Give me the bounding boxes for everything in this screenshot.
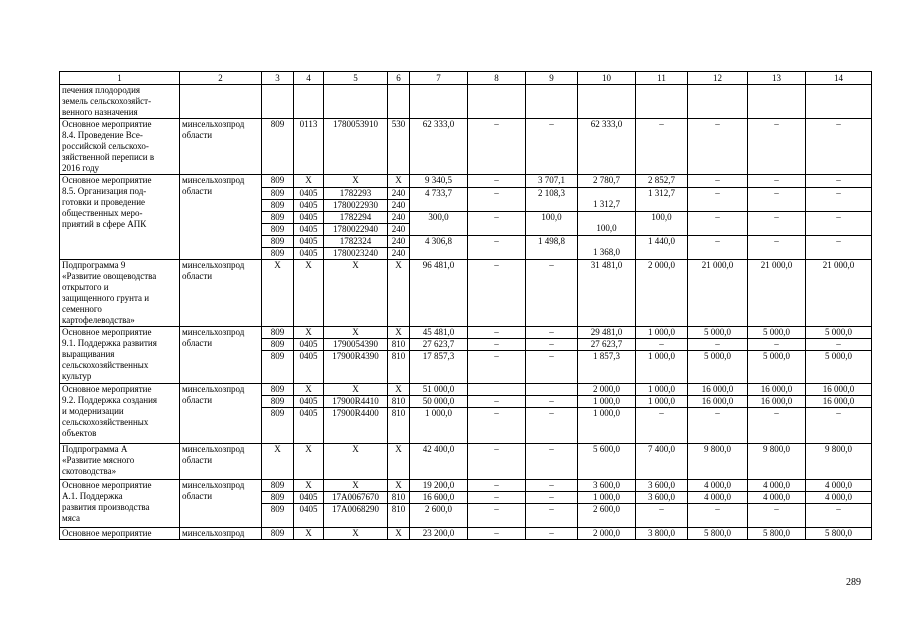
table-cell: 1 000,0	[636, 384, 688, 396]
table-cell: 16 000,0	[806, 396, 872, 408]
table-cell: 0113	[294, 119, 324, 175]
executor-cell: минсельхозпрод области	[180, 327, 262, 384]
table-cell: –	[806, 339, 872, 351]
table-cell: Х	[324, 175, 388, 188]
table-cell: 809	[262, 384, 294, 396]
table-cell: –	[806, 119, 872, 175]
table-cell: 19 200,0	[410, 480, 468, 492]
table-cell: 1782294	[324, 212, 388, 224]
table-cell: 9 340,5	[410, 175, 468, 188]
table-cell: 16 000,0	[688, 396, 748, 408]
column-header: 13	[748, 72, 806, 85]
table-cell: 4 000,0	[748, 480, 806, 492]
table-cell: –	[806, 188, 872, 212]
table-cell: 1 000,0	[578, 396, 636, 408]
table-cell: 1 368,0	[578, 236, 636, 260]
table-cell: Х	[262, 260, 294, 327]
table-cell: 1 498,8	[526, 236, 578, 260]
table-cell: –	[806, 175, 872, 188]
table-cell: 100,0	[578, 212, 636, 236]
table-cell: 809	[262, 339, 294, 351]
table-cell: 1780053910	[324, 119, 388, 175]
table-cell: –	[468, 351, 526, 384]
table-cell: Х	[324, 480, 388, 492]
table-cell: –	[468, 339, 526, 351]
executor-cell: минсельхозпрод области	[180, 384, 262, 444]
table-cell: Х	[388, 384, 410, 396]
table-row	[60, 119, 872, 175]
table-cell: –	[688, 339, 748, 351]
table-cell: –	[748, 188, 806, 212]
column-header: 4	[294, 72, 324, 85]
table-cell: –	[526, 260, 578, 327]
table-cell: 16 600,0	[410, 492, 468, 504]
table-cell: 9 800,0	[806, 444, 872, 480]
table-cell: 4 000,0	[688, 492, 748, 504]
executor-cell: минсельхозпрод	[180, 528, 262, 540]
table-cell: –	[748, 212, 806, 236]
table-cell: 0405	[294, 236, 324, 248]
table-cell: 1782324	[324, 236, 388, 248]
table-cell: –	[526, 339, 578, 351]
table-cell: –	[526, 119, 578, 175]
table-cell: –	[636, 408, 688, 444]
table-cell: –	[688, 236, 748, 260]
table-cell: –	[468, 504, 526, 528]
column-header: 9	[526, 72, 578, 85]
table-cell: –	[468, 444, 526, 480]
table-cell: –	[688, 408, 748, 444]
table-cell: –	[526, 444, 578, 480]
table-cell: 23 200,0	[410, 528, 468, 540]
table-cell: 51 000,0	[410, 384, 468, 396]
table-cell: 809	[262, 212, 294, 224]
table-cell: 240	[388, 248, 410, 260]
table-cell: 809	[262, 119, 294, 175]
table-cell: 0405	[294, 396, 324, 408]
table-cell: 2 600,0	[578, 504, 636, 528]
table-cell: 62 333,0	[410, 119, 468, 175]
table-cell: 809	[262, 528, 294, 540]
column-header: 5	[324, 72, 388, 85]
table-cell: 810	[388, 408, 410, 444]
table-cell: 1790054390	[324, 339, 388, 351]
table-cell: 42 400,0	[410, 444, 468, 480]
table-cell: Х	[324, 384, 388, 396]
column-header: 1	[60, 72, 180, 85]
table-cell: 5 000,0	[688, 351, 748, 384]
table-cell: 27 623,7	[410, 339, 468, 351]
table-cell: 1 000,0	[636, 351, 688, 384]
table-cell: Х	[294, 175, 324, 188]
table-cell: 5 000,0	[688, 327, 748, 339]
table-cell: –	[748, 175, 806, 188]
table-cell: 0405	[294, 408, 324, 444]
table-cell: 240	[388, 188, 410, 200]
table-cell: Х	[388, 260, 410, 327]
table-cell: 300,0	[410, 212, 468, 236]
table-cell: Х	[388, 528, 410, 540]
table-cell: 5 000,0	[748, 327, 806, 339]
table-cell: –	[468, 236, 526, 260]
table-cell: –	[526, 504, 578, 528]
table-cell: Х	[324, 327, 388, 339]
table-cell: 16 000,0	[806, 384, 872, 396]
table-cell: 1 000,0	[410, 408, 468, 444]
header-row	[60, 72, 872, 85]
table-cell: Х	[324, 260, 388, 327]
table-cell: 1 000,0	[636, 396, 688, 408]
table-cell: 17900R4400	[324, 408, 388, 444]
table-cell: Х	[324, 528, 388, 540]
table-cell: –	[526, 480, 578, 492]
table-cell: 2 000,0	[578, 384, 636, 396]
table-cell: 5 000,0	[748, 351, 806, 384]
table-cell: 0405	[294, 339, 324, 351]
table-cell: –	[806, 236, 872, 260]
table-cell: Х	[262, 444, 294, 480]
table-cell: 0405	[294, 188, 324, 200]
table-cell: 809	[262, 408, 294, 444]
table-cell: 100,0	[636, 212, 688, 236]
table-cell: 810	[388, 396, 410, 408]
table-cell: –	[748, 408, 806, 444]
table-cell: Х	[294, 384, 324, 396]
table-cell: –	[468, 212, 526, 236]
table-cell: –	[688, 504, 748, 528]
table-cell: 17А0067670	[324, 492, 388, 504]
column-header: 12	[688, 72, 748, 85]
table-cell: 809	[262, 248, 294, 260]
table-cell: Х	[294, 327, 324, 339]
table-cell: 1 312,7	[578, 188, 636, 212]
table-cell: 0405	[294, 504, 324, 528]
table-cell: 3 707,1	[526, 175, 578, 188]
table-cell: 2 000,0	[636, 260, 688, 327]
table-cell: 5 600,0	[578, 444, 636, 480]
row-name-cell: Подпрограмма А «Развитие мясного скотоводства»	[60, 444, 180, 480]
table-cell: –	[636, 504, 688, 528]
table-cell: 27 623,7	[578, 339, 636, 351]
table-cell: 62 333,0	[578, 119, 636, 175]
table-cell: –	[526, 528, 578, 540]
table-cell: –	[526, 327, 578, 339]
table-cell: 45 481,0	[410, 327, 468, 339]
row-name-cell: печения плодородия земель сельскохозяйст- венного назначения	[60, 85, 180, 119]
table-cell: 5 800,0	[806, 528, 872, 540]
table-cell: –	[468, 396, 526, 408]
row-name-cell: Основное мероприятие 8.4. Проведение Все- российской сельскохо- зяйственной переписи в 2016 году	[60, 119, 180, 175]
table-cell: 3 600,0	[636, 492, 688, 504]
column-header: 2	[180, 72, 262, 85]
table-cell: 240	[388, 200, 410, 212]
table-cell: 2 780,7	[578, 175, 636, 188]
table-cell: –	[468, 492, 526, 504]
table-cell: 5 000,0	[806, 351, 872, 384]
table-row	[60, 444, 872, 480]
table-cell: 1780022930	[324, 200, 388, 212]
table-cell: –	[468, 175, 526, 188]
table-cell: 1 000,0	[636, 327, 688, 339]
table-cell: 1 000,0	[578, 492, 636, 504]
table-cell: Х	[294, 444, 324, 480]
table-cell: –	[806, 504, 872, 528]
table-cell	[526, 384, 578, 396]
table-cell: 17А0068290	[324, 504, 388, 528]
table-cell: 96 481,0	[410, 260, 468, 327]
table-cell: 5 000,0	[806, 327, 872, 339]
row-name-cell: Основное мероприятие 9.2. Поддержка создания и модернизации сельскохозяйственных объектов	[60, 384, 180, 444]
row-name-cell: Основное мероприятие А.1. Поддержка развития производства мяса	[60, 480, 180, 528]
table-cell: –	[468, 119, 526, 175]
row-name-cell: Основное мероприятие 8.5. Организация под- готовки и проведение общественных меро- приятий в сфере АПК	[60, 175, 180, 260]
table-cell: Х	[388, 175, 410, 188]
table-cell: 4 000,0	[688, 480, 748, 492]
table-cell: 21 000,0	[806, 260, 872, 327]
table-cell: –	[688, 175, 748, 188]
table-row	[60, 327, 872, 339]
column-header: 7	[410, 72, 468, 85]
table-cell: –	[468, 260, 526, 327]
table-cell: 809	[262, 175, 294, 188]
table-cell: 17900R4410	[324, 396, 388, 408]
table-cell: 4 000,0	[806, 492, 872, 504]
table-cell: 4 733,7	[410, 188, 468, 212]
table-cell: 2 600,0	[410, 504, 468, 528]
table-cell: 0405	[294, 224, 324, 236]
table-cell: Х	[388, 444, 410, 480]
table-cell: 9 800,0	[748, 444, 806, 480]
table-cell: 810	[388, 492, 410, 504]
table-cell: 810	[388, 351, 410, 384]
executor-cell: минсельхозпрод области	[180, 444, 262, 480]
page-number: 289	[846, 577, 861, 588]
column-header: 6	[388, 72, 410, 85]
table-cell: 1 312,7	[636, 188, 688, 212]
row-name-cell: Подпрограмма 9 «Развитие овощеводства открытого и защищенного грунта и семенного картофелеводства»	[60, 260, 180, 327]
table-cell: 100,0	[526, 212, 578, 236]
table-cell: 0405	[294, 351, 324, 384]
table-cell: 2 000,0	[578, 528, 636, 540]
table-cell: –	[526, 351, 578, 384]
table-cell: 9 800,0	[688, 444, 748, 480]
table-cell: 0405	[294, 200, 324, 212]
table-cell: –	[468, 188, 526, 212]
row-name-cell: Основное мероприятие	[60, 528, 180, 540]
table-cell: –	[688, 188, 748, 212]
table-row	[60, 85, 872, 119]
table-cell: –	[806, 408, 872, 444]
table-cell: 4 306,8	[410, 236, 468, 260]
table-cell: Х	[388, 327, 410, 339]
table-cell: –	[468, 528, 526, 540]
budget-table	[59, 71, 872, 540]
table-cell: 29 481,0	[578, 327, 636, 339]
table-cell: 3 600,0	[578, 480, 636, 492]
table-cell: –	[526, 408, 578, 444]
table-cell: 810	[388, 504, 410, 528]
table-cell: Х	[294, 480, 324, 492]
table-cell: 16 000,0	[748, 396, 806, 408]
row-name-cell: Основное мероприятие 9.1. Поддержка развития выращивания сельскохозяйственных культур	[60, 327, 180, 384]
table-cell: 21 000,0	[748, 260, 806, 327]
table-cell: 1782293	[324, 188, 388, 200]
table-cell: 809	[262, 188, 294, 200]
table-cell: Х	[294, 260, 324, 327]
table-cell: 809	[262, 504, 294, 528]
table-cell: 240	[388, 212, 410, 224]
table-cell: –	[636, 339, 688, 351]
table-cell: 809	[262, 492, 294, 504]
table-cell: 809	[262, 224, 294, 236]
table-cell: 16 000,0	[748, 384, 806, 396]
table-cell: 16 000,0	[688, 384, 748, 396]
table-cell: 810	[388, 339, 410, 351]
table-cell: 809	[262, 200, 294, 212]
table-cell: 17 857,3	[410, 351, 468, 384]
table-cell: –	[688, 212, 748, 236]
table-row	[60, 175, 872, 188]
table-cell: 809	[262, 327, 294, 339]
table-cell: –	[748, 504, 806, 528]
table-cell: 1 857,3	[578, 351, 636, 384]
table-cell: –	[636, 119, 688, 175]
table-row	[60, 528, 872, 540]
table-cell: –	[748, 119, 806, 175]
table-cell: 809	[262, 396, 294, 408]
table-cell: 1780023240	[324, 248, 388, 260]
table-cell	[468, 384, 526, 396]
table-cell: 5 800,0	[748, 528, 806, 540]
table-cell: 2 852,7	[636, 175, 688, 188]
column-header: 11	[636, 72, 688, 85]
table-cell: 0405	[294, 248, 324, 260]
table-cell: –	[526, 396, 578, 408]
table-cell: –	[806, 212, 872, 236]
executor-cell: минсельхозпрод области	[180, 119, 262, 175]
table-cell: 1 440,0	[636, 236, 688, 260]
table-cell: –	[748, 339, 806, 351]
table-cell: 809	[262, 351, 294, 384]
table-cell: 809	[262, 236, 294, 248]
table-cell: 50 000,0	[410, 396, 468, 408]
table-cell: 0405	[294, 212, 324, 224]
table-cell: 3 600,0	[636, 480, 688, 492]
table-cell: 17900R4390	[324, 351, 388, 384]
table-cell: –	[526, 492, 578, 504]
table-cell: Х	[324, 444, 388, 480]
table-cell: 21 000,0	[688, 260, 748, 327]
table-cell: 31 481,0	[578, 260, 636, 327]
table-cell: –	[748, 236, 806, 260]
table-row	[60, 260, 872, 327]
table-cell: –	[468, 408, 526, 444]
table-cell: 809	[262, 480, 294, 492]
executor-cell: минсельхозпрод области	[180, 175, 262, 260]
executor-cell: минсельхозпрод области	[180, 260, 262, 327]
table-cell: 5 800,0	[688, 528, 748, 540]
table-cell: 2 108,3	[526, 188, 578, 212]
table-cell: 240	[388, 224, 410, 236]
executor-cell: минсельхозпрод области	[180, 480, 262, 528]
table-cell: 0405	[294, 492, 324, 504]
table-cell: –	[468, 327, 526, 339]
column-header: 14	[806, 72, 872, 85]
table-cell: –	[688, 119, 748, 175]
table-cell: Х	[388, 480, 410, 492]
table-cell: 1 000,0	[578, 408, 636, 444]
table-cell: 4 000,0	[806, 480, 872, 492]
table-cell: 240	[388, 236, 410, 248]
table-cell: 4 000,0	[748, 492, 806, 504]
table-cell: Х	[294, 528, 324, 540]
table-cell: 530	[388, 119, 410, 175]
column-header: 8	[468, 72, 526, 85]
table-row	[60, 384, 872, 396]
table-cell: 1780022940	[324, 224, 388, 236]
table-cell: 7 400,0	[636, 444, 688, 480]
table-row	[60, 480, 872, 492]
table-cell: 3 800,0	[636, 528, 688, 540]
table-cell: –	[468, 480, 526, 492]
column-header: 10	[578, 72, 636, 85]
column-header: 3	[262, 72, 294, 85]
